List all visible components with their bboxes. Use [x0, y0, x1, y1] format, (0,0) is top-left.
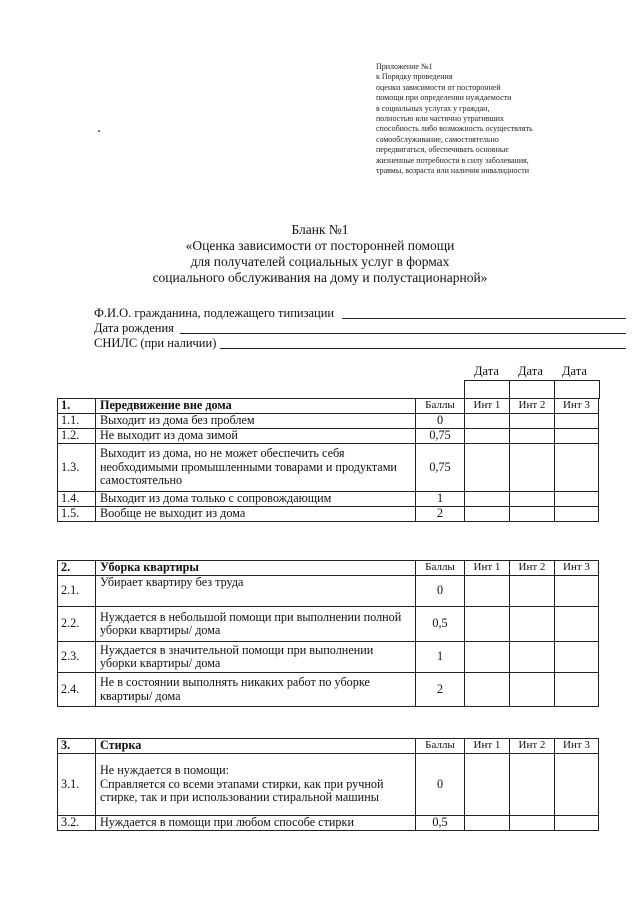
int3-cell[interactable] — [555, 673, 599, 707]
score-header: Баллы — [416, 561, 465, 576]
row-text: Нуждается в помощи при любом способе стирки — [96, 816, 416, 831]
row-score: 0,5 — [416, 816, 465, 831]
section-number: 1. — [58, 399, 96, 414]
title-line: для получателей социальных услуг в формах — [190, 254, 450, 269]
date-header-3: Дата — [562, 364, 587, 378]
date-column-box — [509, 380, 555, 399]
appendix-line: способность либо возможность осуществлять — [376, 124, 533, 134]
appendix-line: самообслуживание, самостоятельно — [376, 134, 499, 144]
table-row — [58, 492, 599, 507]
section-number: 2. — [58, 561, 96, 576]
scan-speck — [98, 130, 100, 132]
row-number: 3.1. — [58, 754, 96, 816]
row-number: 3.2. — [58, 816, 96, 831]
row-number: 1.2. — [58, 429, 96, 444]
personal-fields — [94, 306, 334, 351]
int2-cell[interactable] — [510, 576, 555, 607]
row-text: Нуждается в небольшой помощи при выполнении полной уборки квартиры/ дома — [96, 607, 416, 642]
date-column-box — [554, 380, 600, 399]
fio-input-line[interactable] — [342, 318, 626, 319]
birth-date-input-line[interactable] — [180, 333, 626, 334]
birth-date-field[interactable] — [94, 321, 334, 336]
int1-cell[interactable] — [465, 607, 510, 642]
row-score: 1 — [416, 642, 465, 673]
int1-cell[interactable] — [465, 444, 510, 492]
row-number: 2.3. — [58, 642, 96, 673]
int2-header: Инт 2 — [510, 739, 555, 754]
int3-header: Инт 3 — [555, 561, 599, 576]
table-row — [58, 607, 599, 642]
row-score: 0 — [416, 576, 465, 607]
int3-cell[interactable] — [555, 642, 599, 673]
int3-cell[interactable] — [555, 429, 599, 444]
int1-cell[interactable] — [465, 673, 510, 707]
birth-date-label: Дата рождения — [94, 321, 174, 335]
int2-cell[interactable] — [510, 414, 555, 429]
row-number: 1.1. — [58, 414, 96, 429]
section-table-3 — [57, 738, 599, 831]
int1-header: Инт 1 — [465, 739, 510, 754]
table-row — [58, 429, 599, 444]
appendix-line: травмы, возраста или наличия инвалидности — [376, 166, 530, 176]
int1-header: Инт 1 — [465, 561, 510, 576]
score-header: Баллы — [416, 739, 465, 754]
appendix-line: помощи при определении нуждаемости — [376, 93, 512, 103]
int2-cell[interactable] — [510, 607, 555, 642]
appendix-line: оценки зависимости от посторонней — [376, 82, 501, 92]
snils-input-line[interactable] — [220, 348, 626, 349]
row-score: 2 — [416, 673, 465, 707]
int1-cell[interactable] — [465, 429, 510, 444]
table-row — [58, 444, 599, 492]
section-number: 3. — [58, 739, 96, 754]
table-row — [58, 754, 599, 816]
table-row — [58, 642, 599, 673]
int2-cell[interactable] — [510, 492, 555, 507]
int2-header: Инт 2 — [510, 399, 555, 414]
int2-cell[interactable] — [510, 642, 555, 673]
int3-cell[interactable] — [555, 607, 599, 642]
int1-cell[interactable] — [465, 754, 510, 816]
int1-cell[interactable] — [465, 816, 510, 831]
int3-cell[interactable] — [555, 507, 599, 522]
row-text: Справляется со всеми этапами стирки, как при ручной стирке, так и при использовании стиральной машины — [100, 776, 384, 805]
row-text: Выходит из дома только с сопровождающим — [96, 492, 416, 507]
int2-header: Инт 2 — [510, 561, 555, 576]
date-header-1: Дата — [474, 364, 499, 378]
row-score: 0 — [416, 754, 465, 816]
appendix-line: полностью или частично утративших — [376, 114, 505, 124]
title-line: Бланк №1 — [291, 222, 349, 237]
snils-label: СНИЛС (при наличии) — [94, 336, 217, 350]
int2-cell[interactable] — [510, 754, 555, 816]
int3-cell[interactable] — [555, 754, 599, 816]
section-title: Уборка квартиры — [96, 561, 416, 576]
int1-cell[interactable] — [465, 492, 510, 507]
row-text: Убирает квартиру без труда — [96, 576, 416, 607]
appendix-line: жизненные потребности в силу заболевания, — [376, 155, 529, 165]
int1-cell[interactable] — [465, 642, 510, 673]
row-number: 1.4. — [58, 492, 96, 507]
int3-cell[interactable] — [555, 576, 599, 607]
int3-cell[interactable] — [555, 414, 599, 429]
row-text: Нуждается в значительной помощи при выполнении уборки квартиры/ дома — [96, 642, 416, 673]
int1-cell[interactable] — [465, 414, 510, 429]
section-table-2 — [57, 560, 599, 707]
title-line: «Оценка зависимости от посторонней помощи — [185, 238, 455, 253]
int2-cell[interactable] — [510, 444, 555, 492]
int3-header: Инт 3 — [555, 739, 599, 754]
fio-field[interactable] — [94, 306, 334, 321]
row-number: 1.5. — [58, 507, 96, 522]
int1-cell[interactable] — [465, 507, 510, 522]
table-row — [58, 816, 599, 831]
int2-cell[interactable] — [510, 673, 555, 707]
row-text: Выходит из дома без проблем — [96, 414, 416, 429]
table-row — [58, 673, 599, 707]
section-title: Стирка — [96, 739, 416, 754]
section-header-row — [58, 561, 599, 576]
section-table-1 — [57, 398, 599, 522]
row-text-lead: Не нуждается в помощи: — [100, 763, 229, 778]
form-title — [0, 222, 640, 286]
appendix-line: Приложение №1 — [376, 62, 433, 71]
snils-field[interactable] — [94, 336, 334, 351]
row-text: Не выходит из дома зимой — [96, 429, 416, 444]
row-score: 0 — [416, 414, 465, 429]
section-header-row — [58, 739, 599, 754]
row-score: 2 — [416, 507, 465, 522]
date-column-box — [464, 380, 510, 399]
row-number: 1.3. — [58, 444, 96, 492]
int2-cell[interactable] — [510, 507, 555, 522]
row-score: 0,75 — [416, 444, 465, 492]
row-number: 2.4. — [58, 673, 96, 707]
int1-cell[interactable] — [465, 576, 510, 607]
int1-header: Инт 1 — [465, 399, 510, 414]
section-title: Передвижение вне дома — [96, 399, 416, 414]
fio-label: Ф.И.О. гражданина, подлежащего типизации — [94, 306, 335, 320]
appendix-note — [376, 62, 626, 176]
date-header-2: Дата — [518, 364, 543, 378]
int2-cell[interactable] — [510, 429, 555, 444]
row-text-cell — [96, 754, 416, 816]
row-score: 0,5 — [416, 607, 465, 642]
int3-cell[interactable] — [555, 492, 599, 507]
row-text: Выходит из дома, но не может обеспечить себя необходимыми промышленными товарами и продуктами самостоятельно — [96, 444, 416, 492]
row-number: 2.2. — [58, 607, 96, 642]
row-score: 1 — [416, 492, 465, 507]
table-row — [58, 507, 599, 522]
title-line: социального обслуживания на дому и полустационарной» — [152, 270, 488, 285]
row-text: Вообще не выходит из дома — [96, 507, 416, 522]
appendix-line: передвигаться, обеспечивать основные — [376, 145, 509, 155]
int3-cell[interactable] — [555, 816, 599, 831]
row-text: Не в состоянии выполнять никаких работ по уборке квартиры/ дома — [96, 673, 416, 707]
section-header-row — [58, 399, 599, 414]
row-score: 0,75 — [416, 429, 465, 444]
appendix-line: к Порядку проведения — [376, 72, 453, 82]
int3-cell[interactable] — [555, 444, 599, 492]
appendix-line: в социальных услугах у граждан, — [376, 103, 490, 113]
int2-cell[interactable] — [510, 816, 555, 831]
row-number: 2.1. — [58, 576, 96, 607]
table-row — [58, 576, 599, 607]
int3-header: Инт 3 — [555, 399, 599, 414]
table-row — [58, 414, 599, 429]
score-header: Баллы — [416, 399, 465, 414]
